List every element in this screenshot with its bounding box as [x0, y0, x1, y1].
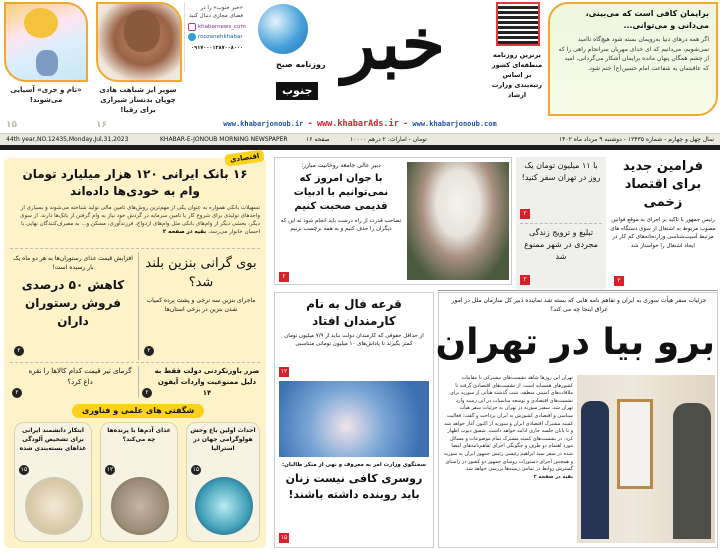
page-badge: ۲: [520, 209, 530, 219]
quote-body: اگر همه درهای دنیا به‌رویمان بسته شود هیچ‌گاه ناامید نمی‌شویم، می‌دانیم که ای خدای مهربان سرانجام راهی را که از چشم همگان پنهان مانده برایمان آشکار می‌گردانی، امید که عاقبتمان به شفاعت امام حسین(ع) ختم شود.: [558, 36, 709, 72]
card-title: ابتکار دانشمند ایرانی برای تشخیص آلودگی غذاهای بسته‌بندی شده: [19, 427, 87, 452]
heat-story[interactable]: گرمای تیر قیمت کدام کالاها را نقره داغ کرد؟: [28, 367, 132, 386]
cleric-text: [279, 161, 403, 233]
url-left[interactable]: www.khabarjonoub.ir: [223, 120, 304, 128]
divider: [10, 362, 260, 363]
thumb-mid-page: ۱۶: [96, 120, 107, 130]
cleric-title: با جوان امروز که نمی‌توانیم با ادبیات قدیمی صحبت کنیم: [293, 173, 389, 212]
section-tag: اقتصادی: [224, 149, 265, 166]
lottery-story[interactable]: [274, 292, 434, 548]
taliban-text: [279, 461, 429, 503]
petrol-story[interactable]: [142, 254, 260, 314]
page-badge: ۲: [520, 275, 530, 285]
page-badge: ۲: [614, 276, 624, 286]
page-badge: ۱۵: [20, 466, 28, 473]
newspaper-logo[interactable]: [252, 2, 462, 114]
instagram-icon: [188, 23, 196, 31]
telegram-handle: roozanehkhabar: [198, 34, 243, 40]
taliban-title: روسری کافی نیست زنان باید روبنده داشته باشند!: [285, 472, 423, 501]
cartoon-thumbnail[interactable]: [4, 2, 88, 82]
newspaper-name: KHABAR-E-JONOUB MORNING NEWSPAPER: [160, 136, 288, 143]
cleric-kicker: دبیر عالی جامعه روحانیت مبارز:: [301, 162, 381, 169]
website-urls: [150, 118, 570, 130]
page-badge: ۱۲: [106, 466, 114, 473]
persian-date: سال چهل و چهارم - شماره ۱۲۴۳۵ - دوشنبه ۹ مرداد ماه ۱۴۰۲: [558, 136, 714, 143]
page-badge: ۲: [14, 346, 24, 356]
page-badge: ۲: [12, 388, 22, 398]
card-title: غذای آدم‌ها با پرنده‌ها چه می‌کند؟: [107, 427, 171, 443]
price: ۱۰۰۰۰ تومان - امارات: ۲ درهم: [350, 136, 427, 143]
english-date: 44th year,NO.12435,Monday,Jul,31,2023: [6, 136, 129, 143]
lottery-title: قرعه فال به نام کارمندان افتاد: [306, 297, 402, 328]
qr-code[interactable]: [496, 2, 540, 46]
burqa-photo: [279, 381, 429, 457]
telegram-row[interactable]: [188, 33, 243, 41]
social-box: [184, 2, 246, 72]
lottery-body: از حداقل حقوقی که کارمندان دولت نباید از ۷/۹ میلیون تومان کمتر بگیرند تا پاداش‌های ۱۰ میلیون تومانی متناسبی: [284, 333, 424, 347]
globe-icon: [258, 4, 308, 54]
science-label: شگفتی های علمی و فناوری: [72, 404, 204, 418]
main-body: [443, 375, 573, 481]
cleric-body: تصاحب قدرت از راه درست باید انجام شود نه این که دیگران را حذف کنیم و به همه برچسب بزنیم: [280, 218, 402, 232]
divider: [438, 290, 718, 291]
telegram-icon: [188, 33, 196, 41]
divider-bar: [0, 145, 720, 150]
page-badge: ۲: [279, 272, 289, 282]
url-mid[interactable]: www.khabarAds.ir: [316, 119, 399, 129]
url-sep: -: [403, 119, 409, 129]
photo-person-left: [581, 401, 609, 539]
iphone-story[interactable]: ضرر باورنکردنی دولت فقط به دلیل ممنوعیت واردات آیفون ۱۴: [154, 367, 260, 397]
tehran-trip-story[interactable]: با ۱۱ میلیون تومان یک روز در تهران سفر کنید!: [521, 161, 601, 182]
cartoon-figure: [24, 8, 58, 38]
petrol-sub: ماجرای بنزین سه نرخی و پشت پرده کمیاب شدن بنزین در برخی استان‌ها: [146, 297, 256, 313]
scientist-photo: [25, 477, 83, 535]
photo-person-right: [673, 403, 711, 539]
lottery-text: [275, 293, 433, 348]
decrees-title: فرامین جدید برای اقتصاد زخمی: [623, 159, 703, 210]
restaurant-kicker: افزایش قیمت غذای رستوران‌ها به هر دو ماه یک بار رسیده است!: [13, 255, 133, 271]
thumb-left-page: ۱۵: [6, 120, 17, 130]
diplomats-photo: [577, 375, 715, 543]
cartoon-cat: [36, 50, 58, 76]
divider: [138, 366, 139, 398]
decrees-story[interactable]: [610, 158, 716, 250]
petrol-title: بوی گرانی بنزین بلند شد؟: [145, 256, 257, 290]
thumb-mid-caption[interactable]: سوپر ایز شباهت هادی چوپان بدنساز شیرازی برای رقبا!: [99, 86, 177, 114]
bodybuilder-thumbnail[interactable]: [96, 2, 182, 82]
thumb-left-caption[interactable]: «تام و جری» آسیایی می‌شوند!: [10, 86, 82, 104]
logo-main: خبر: [342, 2, 446, 85]
main-kicker: جزئیات سفر هیأت سوری به ایران و تفاهم نامه هایی که بسته شد نماینده دبیر کل سازمان ملل در امور عراق اینجا چه می کند؟: [451, 297, 707, 313]
photo-window: [617, 399, 653, 489]
science-card[interactable]: [14, 422, 92, 542]
science-card[interactable]: [186, 422, 260, 542]
instagram-row[interactable]: [188, 23, 246, 31]
phone-number: ۰۹۱۷۰۰۰۱۲۸۷۰۰۸۰۰۰: [191, 45, 243, 51]
economic-section: [4, 151, 266, 548]
econ-more-link[interactable]: بقیه در صفحه ۲: [162, 229, 207, 235]
logo-tagline: روزنامه صبح: [276, 60, 326, 69]
hologram-photo: [195, 477, 253, 535]
single-life-story[interactable]: تبلیغ و ترویج زندگی مجردی در شهر ممنوع شد: [524, 228, 598, 261]
restaurant-story[interactable]: [12, 254, 134, 330]
decrees-body: رئیس جمهور با تاکید بر اجرای به موقع قوانین مصوب مربوط به اشتغال از سوی دستگاه های مرتبط آسیب‌شناسی وزارتخانه‌های کم کار در ایجاد اشتغال را خواستار شد: [610, 217, 716, 249]
page-badge: ۱۵: [192, 466, 200, 473]
econ-body-text: تسهیلات بانکی همواره به عنوان یکی از مهم‌ترین روش‌های تامین مالی تولید شناخته می‌شوند و بسیاری از واحدهای تولیدی برای شروع کار یا تامین سرمایه در گردش خود نیاز به وام گرفتن از بانک‌ها دارند. از سوی دیگر، بخشی دیگر از وام‌های بانکی مثل وام‌های ازدواج، فرزندآوری، مسکن و... به مصرف‌کنندگان نهایی با احسان خانوار می‌رسد.: [20, 205, 260, 235]
page-badge: ۲: [142, 388, 152, 398]
page-badge: ۱۵: [280, 534, 288, 541]
main-story[interactable]: [435, 292, 718, 548]
main-more-link[interactable]: بقیه در صفحه ۲: [533, 473, 573, 480]
page-badge: ۱۲: [280, 368, 288, 375]
photo-face: [124, 10, 160, 52]
econ-headline[interactable]: ۱۶ بانک ایرانی ۱۲۰ هزار میلیارد تومان وام به خودی‌ها داده‌اند: [22, 167, 248, 198]
side-stories: [516, 157, 606, 289]
main-body-text: تهران این روزها شاهد نشست‌های مشترکی با مقامات کشورهای همسایه است، از نشست‌های اقتصادی گرفته تا ملاقات‌های امنیتی منطقه. شب گذشته هیأتی از سوریه برای نشست‌های اقتصادی و توسعه مناسبات در این زمینه وارد تهران شد. سفیر سوریه در تهران به جزئیات سفر هیأت سیاسی و اقتصادی کشورش به ایران پرداخت و گفت: فعالیت کمیته مشترک اقتصادی ایران و سوریه از اکنون آغاز خواهد شد و تا پایان جلسه جاری ادامه خواهد داشت. شفیق دیوب اظهار کرد: در نشست‌های کمیته مشترک تمام موضوعات و مسائل مورد اهتمام دو طرف و چگونگی اجرای تفاهم‌نامه‌های امضا شده در سفر سید ابراهیم رئیسی رئیس جمهور ایران به سوریه و همچنین اجرای دستورات روسای جمهور دو کشور در راستای گسترش روابط در تمامی زمینه‌ها بررسی خواهد شد.: [443, 375, 573, 473]
divider: [138, 252, 139, 360]
instagram-handle: khabarnews_com: [198, 24, 246, 30]
econ-body: [12, 204, 260, 236]
quote-title: برایمان کافی است که می‌بینی، می‌دانی و می‌توانی...: [585, 9, 709, 30]
qr-caption: برترین روزنامه منطقه‌ای کشور بر اساس رتبه‌بندی وزارت ارشاد: [491, 51, 543, 99]
url-right[interactable]: www.khabarjonoub.com: [412, 120, 497, 128]
quote-box: [548, 2, 718, 116]
url-sep: -: [307, 119, 313, 129]
logo-sub: جنوب: [276, 82, 318, 100]
card-title: احداث اولین باغ وحش هولوگرامی جهان در استرالیا: [190, 427, 256, 452]
taliban-kicker: سخنگوی وزارت امر به معروف و نهی از منکر طالبان:: [281, 462, 427, 468]
social-intro: «خبر جنوب» را در فضای مجازی دنبال کنید: [189, 5, 243, 19]
page-badge: ۲: [144, 346, 154, 356]
cleric-story[interactable]: [274, 157, 512, 285]
restaurant-title: کاهش ۵۰ درصدی فروش رستوران داران: [21, 278, 125, 328]
birds-photo: [111, 477, 169, 535]
main-headline: برو بیا در تهران: [435, 322, 715, 363]
page-count: ۱۶ صفحه: [306, 136, 330, 143]
cleric-photo: [407, 162, 509, 280]
science-card[interactable]: [100, 422, 178, 542]
info-bar: [0, 133, 720, 145]
divider: [520, 223, 602, 224]
divider: [10, 248, 260, 249]
